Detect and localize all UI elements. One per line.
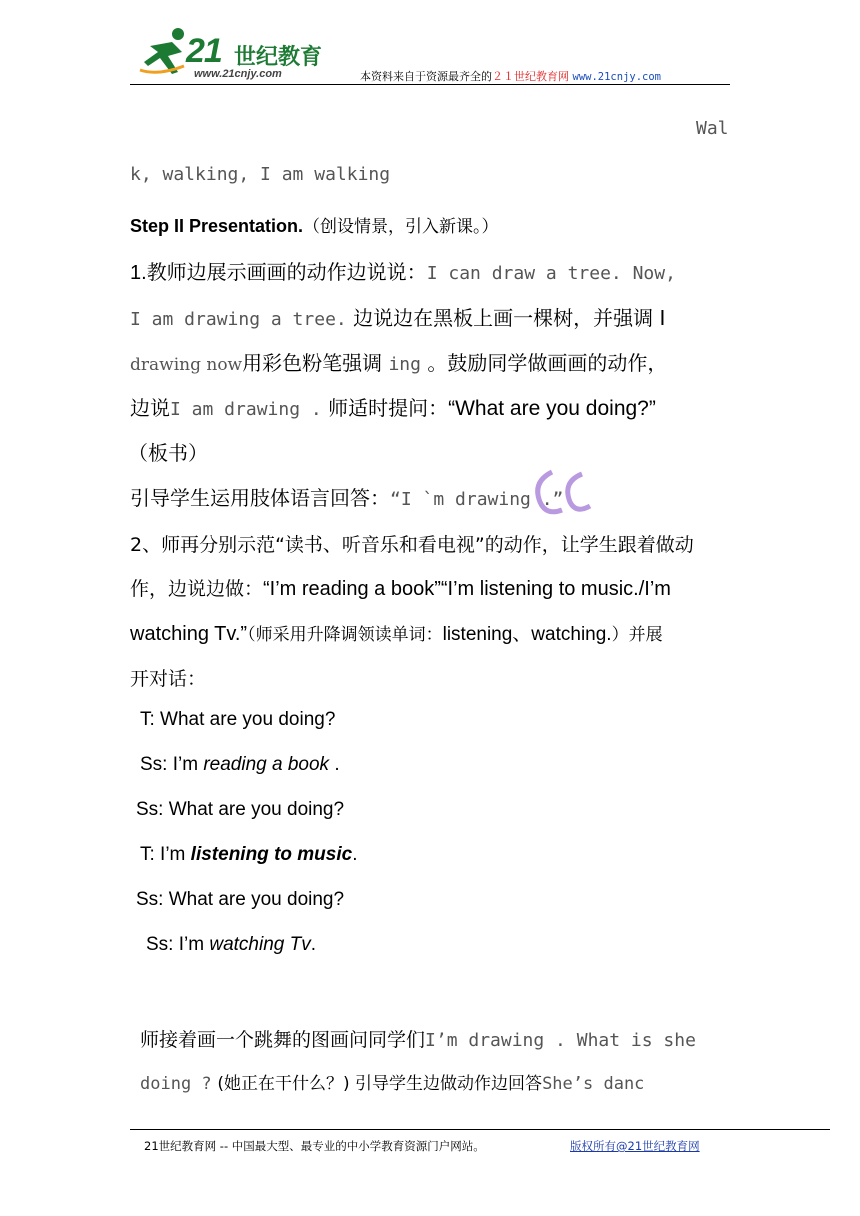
dialogue-line: Ss: What are you doing? <box>136 889 345 910</box>
footer-copyright-link[interactable]: 版权所有@21世纪教育网 <box>570 1139 700 1153</box>
logo-chinese-name: 世纪教育 <box>234 45 323 70</box>
paragraph-line: 开对话： <box>130 668 207 690</box>
site-logo <box>138 24 338 84</box>
dialogue-line: Ss: I’m reading a book . <box>140 754 340 775</box>
text-line: Wal <box>696 118 729 139</box>
step-note: （创设情景，引入新课。） <box>303 217 499 237</box>
paragraph-line: 边说I am drawing . 师适时提问：“What are you doing?” <box>130 396 656 420</box>
header-rule <box>130 84 730 85</box>
paragraph-line: 作，边说边做：“I’m reading a book”“I’m listening to music./I’m <box>130 578 671 600</box>
dialogue-line: Ss: What are you doing? <box>136 799 345 820</box>
dialogue-line: Ss: I’m watching Tv. <box>146 934 316 955</box>
paragraph-line: watching Tv.”（师采用升降调领读单词：listening、watching.）并展 <box>130 623 663 645</box>
header-text-prefix: 本资料来自于资源最齐全的 <box>360 70 492 83</box>
paragraph-line: I am drawing a tree. 边说边在黑板上画一棵树，并强调 I <box>130 306 666 330</box>
paragraph-line: 引导学生运用肢体语言回答：“I `m drawing .” <box>130 486 564 510</box>
footer-rule <box>130 1129 830 1130</box>
logo-number: 21 <box>186 32 222 70</box>
watermark-logo <box>522 462 594 522</box>
paragraph-line: （板书） <box>128 441 208 465</box>
step-heading <box>130 212 499 237</box>
logo-url: www.21cnjy.com <box>194 68 282 80</box>
step-title: Step II Presentation. <box>130 216 304 236</box>
header-source-text <box>360 68 661 84</box>
text-line: k, walking, I am walking <box>130 164 391 185</box>
paragraph-line: 师接着画一个跳舞的图画问同学们I’m drawing . What is she <box>140 1029 696 1051</box>
footer-text: 21世纪教育网 -- 中国最大型、最专业的中小学教育资源门户网站。 <box>144 1139 485 1153</box>
paragraph-line: 1.教师边展示画画的动作边说说：I can draw a tree. Now, <box>130 260 676 284</box>
paragraph-line: 2、师再分别示范“读书、听音乐和看电视”的动作，让学生跟着做动 <box>130 534 694 556</box>
dialogue-line: T: I’m listening to music. <box>140 844 358 865</box>
dialogue-line: T: What are you doing? <box>140 709 336 730</box>
paragraph-line: doing ? (她正在干什么？) 引导学生边做动作边回答She’s danc <box>140 1074 645 1094</box>
paragraph-line: drawing now用彩色粉笔强调 ing 。鼓励同学做画画的动作， <box>130 351 668 375</box>
header-site-name: ２１世纪教育网 <box>492 70 569 83</box>
header-site-url[interactable]: www.21cnjy.com <box>572 71 662 83</box>
